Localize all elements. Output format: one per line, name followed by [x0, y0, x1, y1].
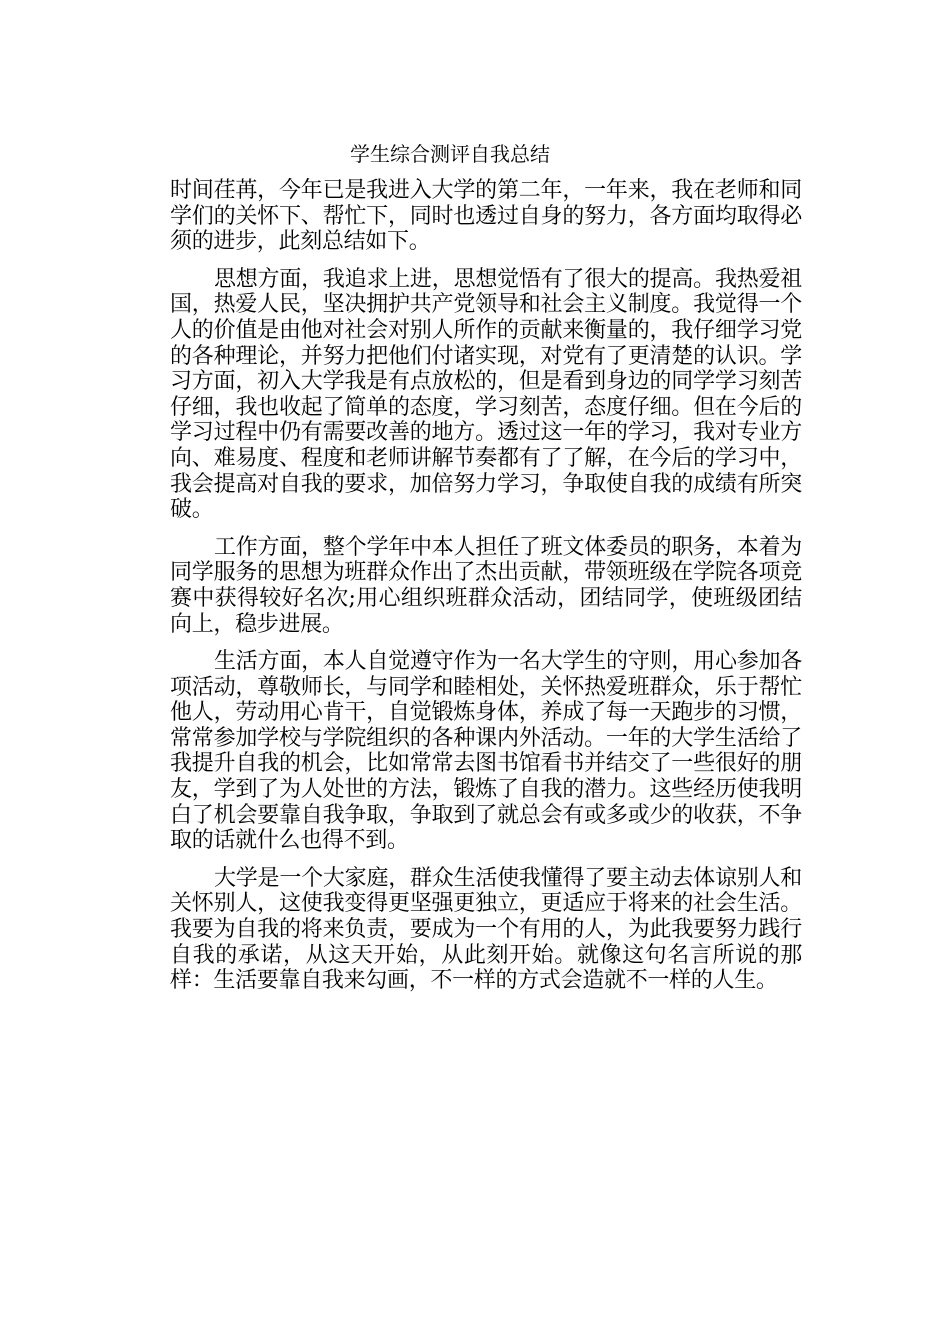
document-title: 学生综合测评自我总结: [350, 142, 550, 166]
paragraph-work: 工作方面，整个学年中本人担任了班文体委员的职务，本着为同学服务的思想为班群众作出了杰出贡献，带领班级在学院各项竞赛中获得较好名次;用心组织班群众活动，团结同学，使班级团结向上，稳步进展。: [170, 534, 802, 637]
document-body: [170, 178, 802, 1006]
paragraph-intro: 时间荏苒，今年已是我进入大学的第二年，一年来，我在老师和同学们的关怀下、帮忙下，同时也透过自身的努力，各方面均取得必须的进步，此刻总结如下。: [170, 178, 802, 255]
paragraph-life: 生活方面，本人自觉遵守作为一名大学生的守则，用心参加各项活动，尊敬师长，与同学和睦相处，关怀热爱班群众，乐于帮忙他人，劳动用心肯干，自觉锻炼身体，养成了每一天跑步的习惯，常常参加学校与学院组织的各种课内外活动。一年的大学生活给了我提升自我的机会，比如常常去图书馆看书并结交了一些很好的朋友，学到了为人处世的方法，锻炼了自我的潜力。这些经历使我明白了机会要靠自我争取，争取到了就总会有或多或少的收获，不争取的话就什么也得不到。: [170, 649, 802, 854]
paragraph-conclusion: 大学是一个大家庭，群众生活使我懂得了要主动去体谅别人和关怀别人，这使我变得更坚强更独立，更适应于将来的社会生活。我要为自我的将来负责，要成为一个有用的人，为此我要努力践行自我的承诺，从这天开始，从此刻开始。就像这句名言所说的那样：生活要靠自我来勾画，不一样的方式会造就不一样的人生。: [170, 865, 802, 994]
paragraph-ideology-study: 思想方面，我追求上进，思想觉悟有了很大的提高。我热爱祖国，热爱人民，坚决拥护共产党领导和社会主义制度。我觉得一个人的价值是由他对社会对别人所作的贡献来衡量的，我仔细学习党的各种理论，并努力把他们付诸实现，对党有了更清楚的认识。学习方面，初入大学我是有点放松的，但是看到身边的同学学习刻苦仔细，我也收起了简单的态度，学习刻苦，态度仔细。但在今后的学习过程中仍有需要改善的地方。透过这一年的学习，我对专业方向、难易度、程度和老师讲解节奏都有了了解，在今后的学习中，我会提高对自我的要求，加倍努力学习，争取使自我的成绩有所突破。: [170, 266, 802, 523]
